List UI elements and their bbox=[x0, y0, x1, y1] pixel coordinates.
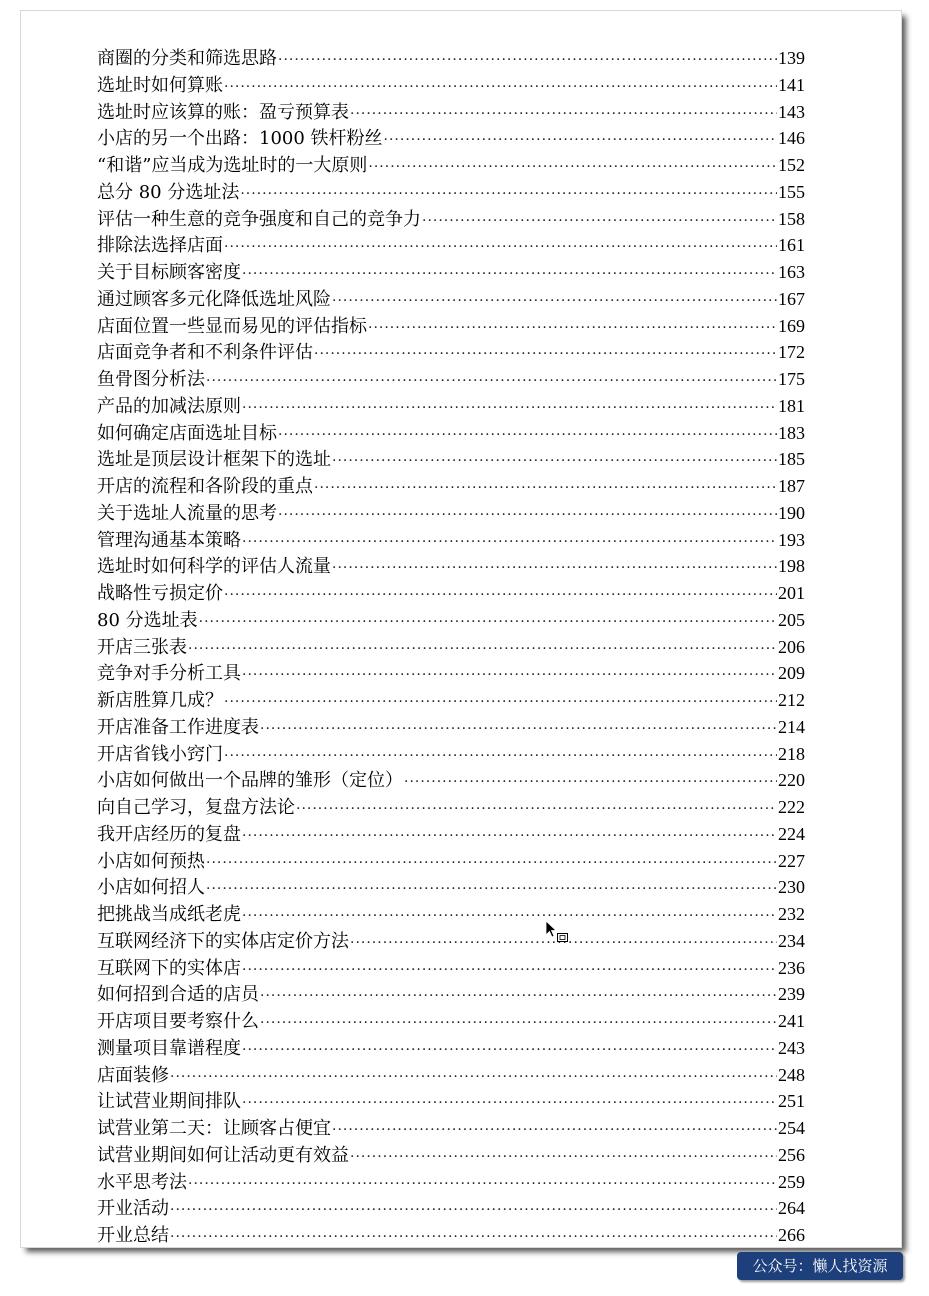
toc-entry bbox=[97, 794, 805, 821]
toc-leader-dots bbox=[332, 1117, 777, 1144]
toc-leader-dots bbox=[260, 983, 777, 1010]
toc-entry-page-number: 172 bbox=[778, 342, 805, 363]
toc-entry bbox=[97, 901, 805, 928]
toc-entry bbox=[97, 714, 805, 741]
toc-entry bbox=[97, 1062, 805, 1089]
toc-leader-dots bbox=[422, 208, 777, 235]
toc-entry-page-number: 236 bbox=[778, 957, 805, 978]
toc-entry bbox=[97, 527, 805, 554]
toc-leader-dots bbox=[170, 1224, 777, 1251]
toc-entry bbox=[97, 607, 805, 634]
toc-entry-page-number: 139 bbox=[778, 48, 805, 68]
toc-entry-page-number: 187 bbox=[778, 476, 805, 496]
toc-entry-page-number: 158 bbox=[778, 208, 805, 229]
toc-leader-dots bbox=[260, 716, 777, 743]
toc-entry bbox=[97, 500, 805, 527]
watermark-badge: 公众号：懒人找资源 bbox=[737, 1252, 903, 1280]
toc-entry-page-number: 241 bbox=[778, 1011, 805, 1031]
toc-leader-dots bbox=[242, 823, 777, 850]
toc-entry-page-number: 251 bbox=[778, 1091, 805, 1112]
toc-entry-title: 产品的加减法原则 bbox=[97, 395, 241, 417]
toc-leader-dots bbox=[224, 582, 777, 609]
toc-leader-dots bbox=[242, 261, 777, 288]
toc-leader-dots bbox=[224, 689, 777, 716]
toc-entry bbox=[97, 206, 805, 233]
toc-leader-dots bbox=[314, 341, 777, 368]
toc-entry-page-number: 161 bbox=[778, 235, 805, 256]
toc-leader-dots bbox=[350, 101, 777, 128]
toc-entry bbox=[97, 473, 805, 500]
toc-entry-title: 把挑战当成纸老虎 bbox=[97, 904, 241, 925]
toc-entry-title: 小店的另一个出路：1000 铁杆粉丝 bbox=[97, 128, 383, 150]
toc-leader-dots bbox=[170, 1197, 777, 1224]
toc-entry bbox=[97, 286, 805, 313]
toc-leader-dots bbox=[242, 1090, 777, 1117]
toc-entry bbox=[97, 580, 805, 607]
toc-entry-title: 如何确定店面选址目标 bbox=[97, 422, 277, 444]
toc-entry-title: 选址是顶层设计框架下的选址 bbox=[97, 449, 331, 471]
toc-entry-page-number: 220 bbox=[778, 770, 805, 791]
toc-entry-page-number: 206 bbox=[778, 636, 805, 657]
toc-entry-title: 互联网下的实体店 bbox=[97, 957, 241, 979]
toc-entry-title: 竞争对手分析工具 bbox=[97, 663, 241, 685]
toc-leader-dots bbox=[170, 1064, 777, 1091]
toc-entry-page-number: 230 bbox=[778, 877, 805, 898]
toc-entry bbox=[97, 125, 805, 152]
toc-entry bbox=[97, 1195, 805, 1222]
toc-entry-title: 商圈的分类和筛选思路 bbox=[97, 48, 277, 69]
toc-entry-page-number: 248 bbox=[778, 1064, 805, 1085]
toc-entry-title: 开店的流程和各阶段的重点 bbox=[97, 476, 313, 497]
toc-entry bbox=[97, 366, 805, 393]
toc-entry-title: 开店项目要考察什么 bbox=[97, 1011, 259, 1032]
toc-entry-page-number: 264 bbox=[778, 1198, 805, 1219]
toc-entry bbox=[97, 687, 805, 714]
toc-entry-title: 通过顾客多元化降低选址风险 bbox=[97, 288, 331, 310]
toc-leader-dots bbox=[242, 1037, 777, 1064]
toc-entry-page-number: 259 bbox=[778, 1171, 805, 1192]
toc-entry-title: 测量项目靠谱程度 bbox=[97, 1037, 241, 1059]
toc-entry-page-number: 183 bbox=[778, 422, 805, 443]
toc-entry-page-number: 234 bbox=[778, 930, 805, 951]
toc-entry-title: 小店如何做出一个品牌的雏形（定位） bbox=[97, 770, 403, 792]
toc-entry-page-number: 209 bbox=[778, 663, 805, 684]
toc-entry-page-number: 185 bbox=[778, 449, 805, 470]
toc-entry bbox=[97, 955, 805, 982]
toc-entry-page-number: 256 bbox=[778, 1144, 805, 1165]
toc-entry bbox=[97, 553, 805, 580]
toc-entry bbox=[97, 1222, 805, 1249]
toc-entry-title: 小店如何预热 bbox=[97, 850, 205, 872]
toc-entry-page-number: 266 bbox=[778, 1225, 805, 1245]
toc-leader-dots bbox=[188, 636, 777, 663]
toc-entry-page-number: 222 bbox=[778, 797, 805, 817]
table-of-contents bbox=[97, 45, 805, 1249]
toc-entry bbox=[97, 259, 805, 286]
toc-entry bbox=[97, 179, 805, 206]
toc-leader-dots bbox=[206, 368, 777, 395]
toc-entry bbox=[97, 1115, 805, 1142]
toc-entry-title: 开业活动 bbox=[97, 1198, 169, 1220]
toc-entry-title: 选址时应该算的账：盈亏预算表 bbox=[97, 101, 349, 123]
toc-leader-dots bbox=[242, 662, 777, 689]
toc-entry-title: “和谐”应当成为选址时的一大原则 bbox=[97, 155, 368, 176]
toc-entry bbox=[97, 1142, 805, 1169]
toc-entry bbox=[97, 339, 805, 366]
toc-leader-dots bbox=[242, 395, 777, 422]
toc-entry bbox=[97, 848, 805, 875]
toc-leader-dots bbox=[404, 769, 777, 796]
toc-entry-page-number: 181 bbox=[778, 395, 805, 416]
toc-entry-page-number: 218 bbox=[778, 743, 805, 764]
toc-entry-page-number: 146 bbox=[778, 128, 805, 149]
toc-entry-title: 试营业第二天：让顾客占便宜 bbox=[97, 1118, 331, 1139]
toc-leader-dots bbox=[350, 1144, 777, 1171]
toc-leader-dots bbox=[224, 74, 777, 101]
toc-entry-title: 选址时如何科学的评估人流量 bbox=[97, 556, 331, 578]
toc-leader-dots bbox=[332, 288, 777, 315]
toc-entry-title: 关于选址人流量的思考 bbox=[97, 502, 277, 524]
toc-leader-dots bbox=[368, 154, 777, 181]
toc-entry-title: 新店胜算几成？ bbox=[97, 690, 223, 711]
toc-entry-page-number: 227 bbox=[778, 850, 805, 871]
toc-entry-page-number: 254 bbox=[778, 1118, 805, 1138]
toc-entry-title: 开业总结 bbox=[97, 1225, 169, 1246]
toc-entry-page-number: 239 bbox=[778, 984, 805, 1005]
toc-leader-dots bbox=[242, 903, 777, 930]
toc-entry-title: 选址时如何算账 bbox=[97, 74, 223, 96]
toc-entry-page-number: 205 bbox=[778, 609, 805, 630]
toc-entry-page-number: 175 bbox=[778, 369, 805, 389]
toc-entry-page-number: 152 bbox=[778, 155, 805, 175]
toc-entry-title: 鱼骨图分析法 bbox=[97, 369, 205, 390]
toc-entry bbox=[97, 393, 805, 420]
toc-entry-title: 如何招到合适的店员 bbox=[97, 984, 259, 1006]
toc-entry-title: 水平思考法 bbox=[97, 1171, 187, 1193]
toc-entry-title: 排除法选择店面 bbox=[97, 235, 223, 257]
toc-leader-dots bbox=[199, 609, 777, 636]
toc-entry bbox=[97, 634, 805, 661]
mouse-pointer-icon bbox=[545, 920, 569, 946]
toc-entry bbox=[97, 981, 805, 1008]
toc-entry bbox=[97, 928, 805, 955]
toc-entry-page-number: 163 bbox=[778, 262, 805, 282]
toc-leader-dots bbox=[224, 234, 777, 261]
toc-entry-title: 开店准备工作进度表 bbox=[97, 716, 259, 738]
toc-entry-page-number: 167 bbox=[778, 288, 805, 309]
toc-leader-dots bbox=[206, 850, 777, 877]
toc-entry bbox=[97, 741, 805, 768]
toc-entry-page-number: 243 bbox=[778, 1037, 805, 1058]
toc-entry bbox=[97, 313, 805, 340]
toc-entry-title: 店面位置一些显而易见的评估指标 bbox=[97, 315, 367, 337]
toc-entry-title: 店面装修 bbox=[97, 1064, 169, 1086]
toc-entry-title: 管理沟通基本策略 bbox=[97, 529, 241, 551]
toc-entry bbox=[97, 767, 805, 794]
toc-leader-dots bbox=[188, 1171, 777, 1198]
toc-entry-page-number: 143 bbox=[778, 101, 805, 122]
toc-entry-title: 开店省钱小窍门 bbox=[97, 743, 223, 765]
toc-entry-title: 试营业期间如何让活动更有效益 bbox=[97, 1144, 349, 1166]
toc-entry-page-number: 212 bbox=[778, 690, 805, 710]
toc-leader-dots bbox=[278, 47, 777, 74]
toc-leader-dots bbox=[260, 1010, 777, 1037]
toc-leader-dots bbox=[332, 448, 777, 475]
toc-leader-dots bbox=[242, 957, 777, 984]
document-page[interactable] bbox=[20, 10, 902, 1248]
toc-entry bbox=[97, 99, 805, 126]
toc-entry bbox=[97, 45, 805, 72]
toc-entry bbox=[97, 874, 805, 901]
toc-entry-page-number: 198 bbox=[778, 556, 805, 577]
toc-leader-dots bbox=[368, 315, 777, 342]
toc-entry-title: 店面竞争者和不利条件评估 bbox=[97, 342, 313, 364]
toc-entry-title: 开店三张表 bbox=[97, 636, 187, 658]
toc-leader-dots bbox=[224, 743, 777, 770]
toc-entry-title: 小店如何招人 bbox=[97, 877, 205, 899]
toc-entry-page-number: 190 bbox=[778, 502, 805, 523]
toc-entry bbox=[97, 1035, 805, 1062]
toc-entry bbox=[97, 420, 805, 447]
toc-entry-page-number: 141 bbox=[778, 74, 805, 95]
toc-entry-title: 我开店经历的复盘 bbox=[97, 823, 241, 845]
toc-entry bbox=[97, 72, 805, 99]
toc-entry-title: 互联网经济下的实体店定价方法 bbox=[97, 930, 349, 952]
toc-entry-page-number: 169 bbox=[778, 315, 805, 336]
toc-leader-dots bbox=[332, 555, 777, 582]
toc-entry bbox=[97, 1008, 805, 1035]
toc-entry-page-number: 232 bbox=[778, 904, 805, 924]
toc-entry-title: 战略性亏损定价 bbox=[97, 583, 223, 604]
toc-entry-page-number: 155 bbox=[778, 181, 805, 202]
toc-entry-title: 让试营业期间排队 bbox=[97, 1091, 241, 1113]
toc-entry bbox=[97, 1169, 805, 1196]
toc-entry-page-number: 193 bbox=[778, 529, 805, 550]
toc-entry-title: 关于目标顾客密度 bbox=[97, 262, 241, 283]
toc-leader-dots bbox=[296, 796, 777, 823]
toc-leader-dots bbox=[242, 529, 777, 556]
toc-entry bbox=[97, 232, 805, 259]
toc-entry-title: 评估一种生意的竞争强度和自己的竞争力 bbox=[97, 208, 421, 230]
toc-entry-page-number: 224 bbox=[778, 823, 805, 844]
toc-leader-dots bbox=[278, 502, 777, 529]
toc-entry-page-number: 201 bbox=[778, 583, 805, 603]
toc-entry bbox=[97, 821, 805, 848]
toc-leader-dots bbox=[278, 422, 777, 449]
toc-entry bbox=[97, 446, 805, 473]
toc-leader-dots bbox=[240, 181, 777, 208]
toc-entry-title: 总分 80 分选址法 bbox=[97, 181, 240, 203]
toc-leader-dots bbox=[314, 475, 777, 502]
toc-entry-title: 80 分选址表 bbox=[97, 609, 198, 631]
toc-entry-title: 向自己学习，复盘方法论 bbox=[97, 797, 295, 818]
toc-entry bbox=[97, 152, 805, 179]
toc-leader-dots bbox=[206, 876, 777, 903]
toc-entry bbox=[97, 1088, 805, 1115]
toc-entry bbox=[97, 660, 805, 687]
toc-entry-page-number: 214 bbox=[778, 716, 805, 737]
toc-leader-dots bbox=[384, 127, 777, 154]
